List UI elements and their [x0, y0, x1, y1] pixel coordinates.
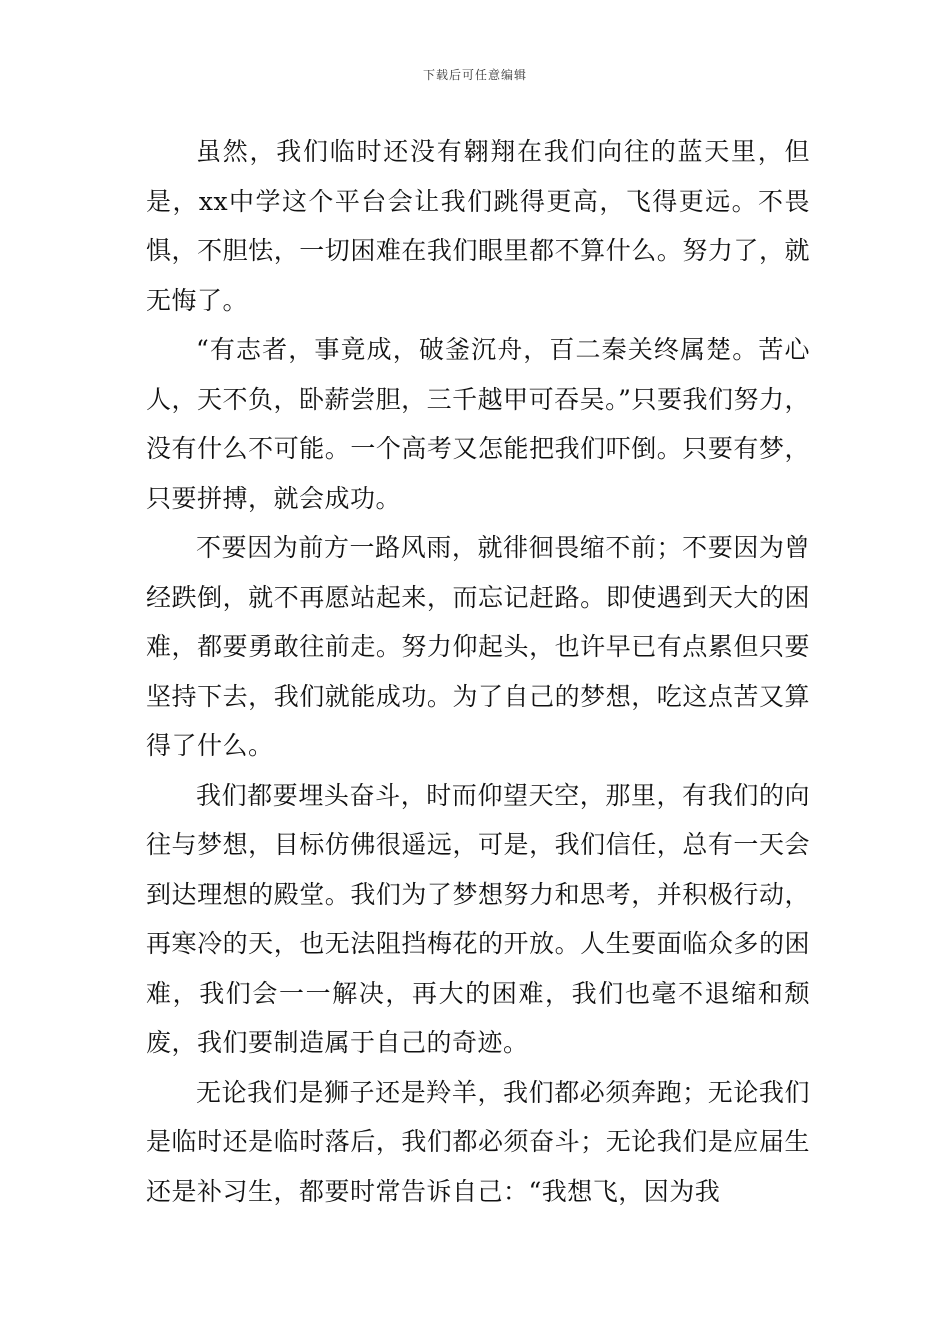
paragraph-3: 不要因为前方一路风雨，就徘徊畏缩不前；不要因为曾经跌倒，就不再愿站起来，而忘记赶路。即使遇到天大的困难，都要勇敢往前走。努力仰起头，也许早已有点累但只要坚持下去，我们就能成功。为了自己的梦想，吃这点苦又算得了什么。 [146, 533, 810, 760]
paragraph-5: 无论我们是狮子还是羚羊，我们都必须奔跑；无论我们是临时还是临时落后，我们都必须奋斗；无论我们是应届生还是补习生，都要时常告诉自己：“我想飞，因为我 [146, 1077, 810, 1206]
paragraph-4: 我们都要埋头奋斗，时而仰望天空，那里，有我们的向往与梦想，目标仿佛很遥远，可是，我们信任，总有一天会到达理想的殿堂。我们为了梦想努力和思考，并积极行动，再寒冷的天，也无法阻挡梅花的开放。人生要面临众多的困难，我们会一一解决，再大的困难，我们也毫不退缩和颓废，我们要制造属于自己的奇迹。 [146, 780, 810, 1057]
page-header-note: 下载后可任意编辑 [422, 68, 527, 82]
paragraph-2: “有志者，事竟成，破釜沉舟，百二秦关终属楚。苦心人，天不负，卧薪尝胆，三千越甲可吞吴。”只要我们努力，没有什么不可能。一个高考又怎能把我们吓倒。只要有梦，只要拼搏，就会成功。 [146, 335, 810, 513]
paragraph-1: 虽然，我们临时还没有翱翔在我们向往的蓝天里，但是，xx中学这个平台会让我们跳得更高，飞得更远。不畏惧，不胆怯，一切困难在我们眼里都不算什么。努力了，就无悔了。 [146, 137, 810, 315]
document-body [146, 127, 810, 1216]
